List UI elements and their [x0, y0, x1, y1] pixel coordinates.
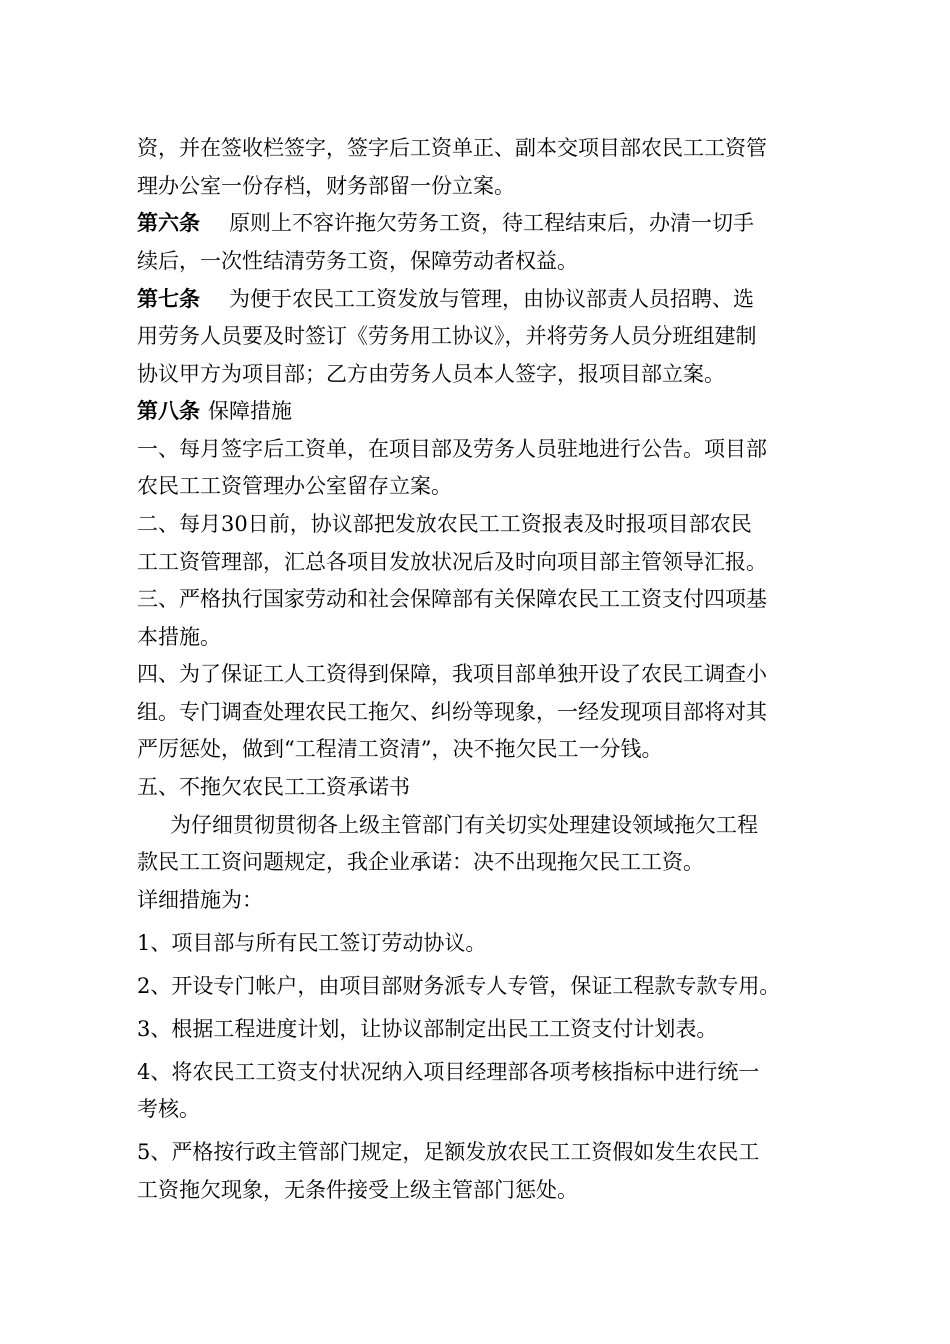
text-line: 工资拖欠现象，无条件接受上级主管部门惩处。	[137, 1178, 578, 1202]
text-line: 工工资管理部，汇总各项目发放状况后及时向项目部主管领导汇报。	[137, 550, 767, 574]
text-line: 严厉惩处，做到“工程清工资清”，决不拖欠民工一分钱。	[137, 737, 663, 761]
text-line: 续后，一次性结清劳务工资，保障劳动者权益。	[137, 249, 578, 273]
text-line: 考核。	[137, 1097, 200, 1121]
text-line: 资，并在签收栏签字，签字后工资单正、副本交项目部农民工工资管	[137, 136, 767, 160]
text-line: 农民工工资管理办公室留存立案。	[137, 474, 452, 498]
text-line: 三、严格执行国家劳动和社会保障部有关保障农民工工资支付四项基	[137, 587, 767, 611]
text-line: 五、不拖欠农民工工资承诺书	[137, 775, 410, 799]
article-7-line	[137, 285, 827, 313]
article-8-text: 保障措施	[208, 399, 292, 423]
text-line: 3、根据工程进度计划，让协议部制定出民工工资支付计划表。	[137, 1017, 718, 1041]
article-6-line	[137, 209, 827, 237]
text-line: 协议甲方为项目部；乙方由劳务人员本人签字，报项目部立案。	[137, 362, 725, 386]
article-7-heading: 第七条	[137, 286, 200, 311]
article-6-text: 原则上不容许拖欠劳务工资，待工程结束后，办清一切手	[229, 211, 754, 235]
text-line: 详细措施为：	[137, 888, 263, 912]
text-line: 4、将农民工工资支付状况纳入项目经理部各项考核指标中进行统一	[137, 1060, 760, 1084]
article-6-heading: 第六条	[137, 210, 200, 235]
text-line: 1、项目部与所有民工签订劳动协议。	[137, 931, 487, 955]
text-line: 款民工工资问题规定，我企业承诺：决不出现拖欠民工工资。	[137, 850, 704, 874]
article-8-line	[137, 397, 827, 425]
article-8-heading: 第八条	[137, 398, 200, 423]
text-line: 四、为了保证工人工资得到保障，我项目部单独开设了农民工调查小	[137, 662, 767, 686]
text-line: 理办公室一份存档，财务部留一份立案。	[137, 174, 515, 198]
article-7-text: 为便于农民工工资发放与管理，由协议部责人员招聘、选	[229, 287, 754, 311]
text-line: 用劳务人员要及时签订《劳务用工协议》，并将劳务人员分班组建制	[137, 324, 757, 348]
text-line: 一、每月签字后工资单，在项目部及劳务人员驻地进行公告。项目部	[137, 437, 767, 461]
text-line: 组。专门调查处理农民工拖欠、纠纷等现象，一经发现项目部将对其	[137, 700, 767, 724]
text-line: 2、开设专门帐户，由项目部财务派专人专管，保证工程款专款专用。	[137, 974, 781, 998]
text-line: 二、每月30日前，协议部把发放农民工工资报表及时报项目部农民	[137, 512, 752, 536]
text-line: 5、严格按行政主管部门规定，足额发放农民工工资假如发生农民工	[137, 1140, 760, 1164]
text-line: 本措施。	[137, 625, 221, 649]
text-line: 为仔细贯彻贯彻各上级主管部门有关切实处理建设领域拖欠工程	[170, 813, 758, 837]
